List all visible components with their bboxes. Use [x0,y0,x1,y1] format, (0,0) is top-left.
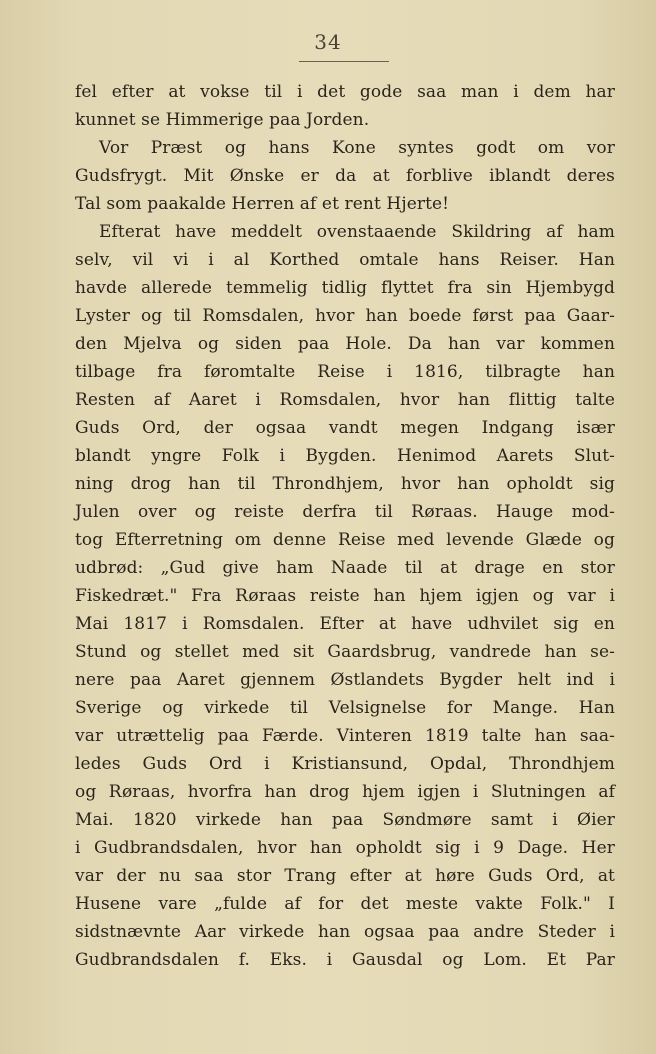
text-line: Sverige og virkede til Velsignelse for Mange. Han [75,698,615,718]
text-line: den Mjelva og siden paa Hole. Da han var kommen [75,334,615,354]
text-line: og Røraas, hvorfra han drog hjem igjen i Slutningen af [75,782,615,802]
text-line: Mai. 1820 virkede han paa Søndmøre samt i Øier [75,810,615,830]
body-text [75,78,615,974]
text-line: Guds Ord, der ogsaa vandt megen Indgang især [75,418,615,438]
text-line: kunnet se Himmerige paa Jorden. [75,110,370,130]
header-rule [299,61,389,62]
text-line: Mai 1817 i Romsdalen. Efter at have udhvilet sig en [75,614,615,634]
page-number: 34 [314,30,342,54]
text-line: var utrættelig paa Færde. Vinteren 1819 talte han saa- [75,726,615,746]
text-line: i Gudbrandsdalen, hvor han opholdt sig i 9 Dage. Her [75,838,615,858]
text-line: tilbage fra føromtalte Reise i 1816, tilbragte han [75,362,615,382]
text-line: Stund og stellet med sit Gaardsbrug, vandrede han se- [75,642,615,662]
text-line: Efterat have meddelt ovenstaaende Skildring af ham [99,222,615,242]
text-line: ledes Guds Ord i Kristiansund, Opdal, Throndhjem [75,754,615,774]
text-line: Julen over og reiste derfra til Røraas. Hauge mod- [75,502,615,522]
text-line: Vor Præst og hans Kone syntes godt om vor [99,138,615,158]
text-line: Lyster og til Romsdalen, hvor han boede først paa Gaar- [75,306,615,326]
text-line: Husene vare „fulde af for det meste vakte Folk." I [75,894,615,914]
text-line: ning drog han til Throndhjem, hvor han opholdt sig [75,474,615,494]
text-line: tog Efterretning om denne Reise med levende Glæde og [75,530,615,550]
text-line: sidstnævnte Aar virkede han ogsaa paa andre Steder i [75,922,615,942]
text-line: havde allerede temmelig tidlig flyttet fra sin Hjembygd [75,278,615,298]
text-line: fel efter at vokse til i det gode saa man i dem har [75,82,615,102]
text-line: udbrød: „Gud give ham Naade til at drage en stor [75,558,615,578]
text-line: Tal som paakalde Herren af et rent Hjerte! [75,194,450,214]
text-line: Fiskedræt." Fra Røraas reiste han hjem igjen og var i [75,586,615,606]
text-line: selv, vil vi i al Korthed omtale hans Reiser. Han [75,250,615,270]
text-line: Gudsfrygt. Mit Ønske er da at forblive iblandt deres [75,166,615,186]
text-line: blandt yngre Folk i Bygden. Henimod Aarets Slut- [75,446,615,466]
text-line: Gudbrandsdalen f. Eks. i Gausdal og Lom. Et Par [75,950,615,970]
text-line: Resten af Aaret i Romsdalen, hvor han flittig talte [75,390,615,410]
text-line: var der nu saa stor Trang efter at høre Guds Ord, at [75,866,615,886]
text-line: nere paa Aaret gjennem Østlandets Bygder helt ind i [75,670,615,690]
